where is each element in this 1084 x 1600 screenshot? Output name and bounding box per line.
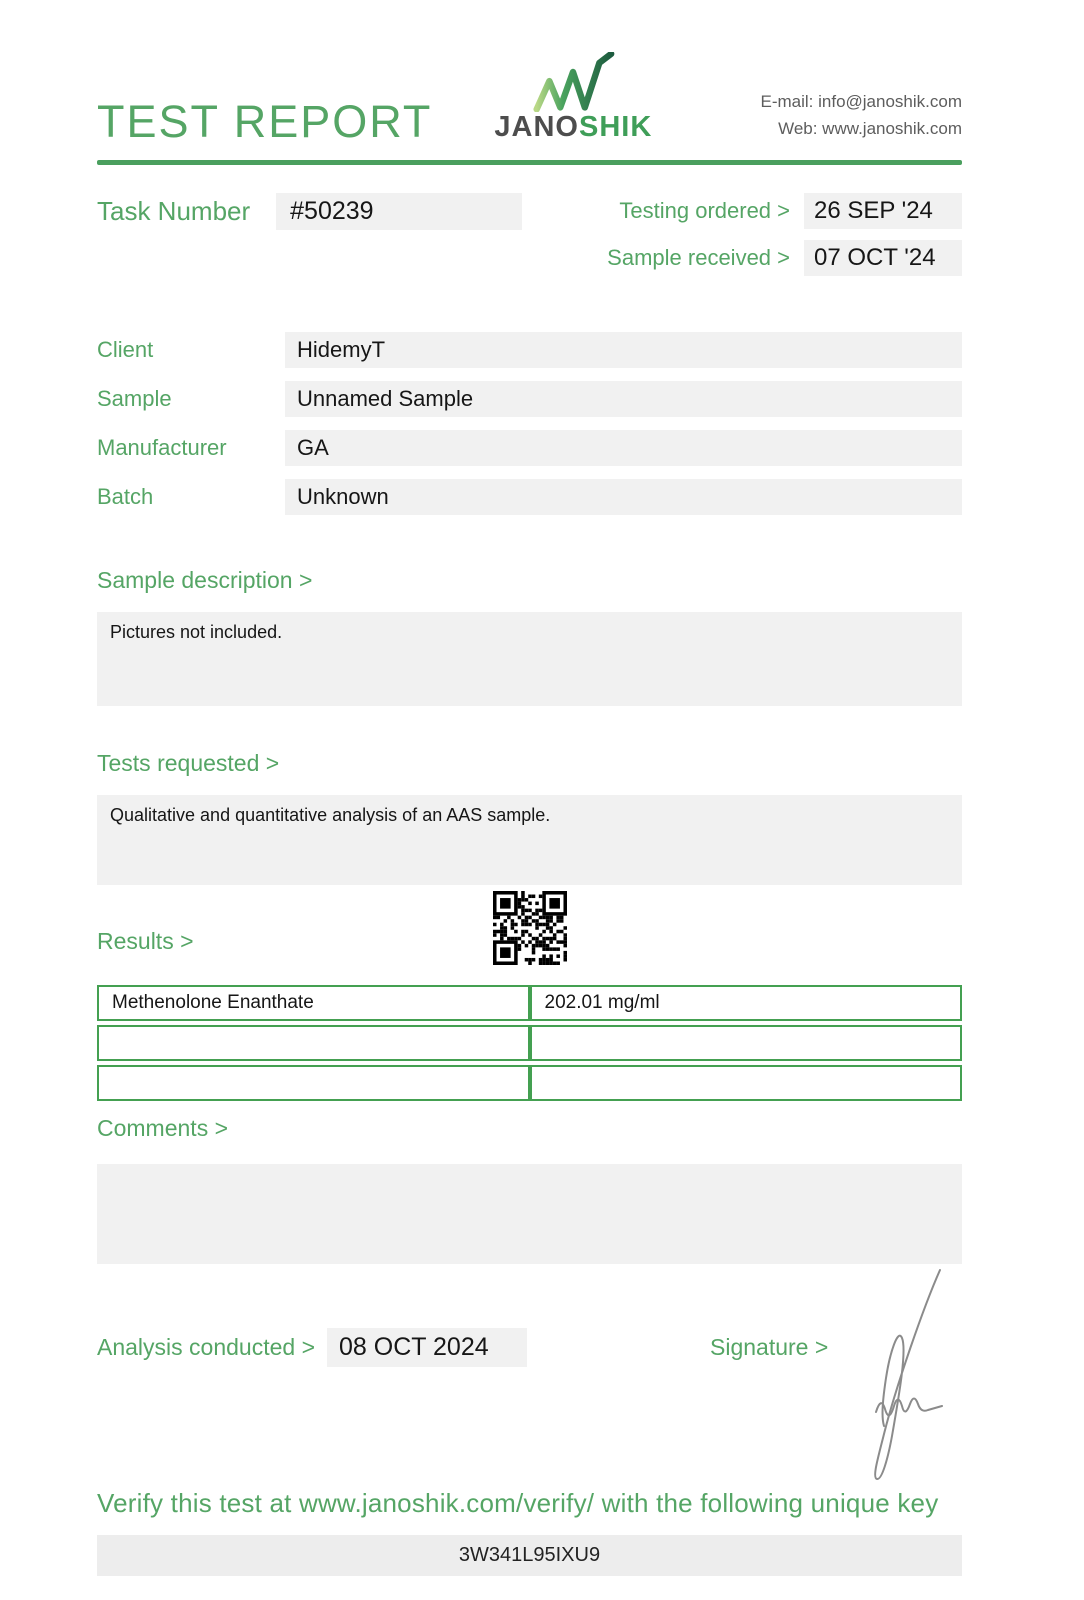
- task-section: [97, 193, 962, 276]
- rising-chart-icon: [527, 52, 619, 112]
- result-substance: Methenolone Enanthate: [97, 985, 530, 1021]
- contact-block: [761, 89, 963, 144]
- signature-label: Signature >: [710, 1333, 829, 1360]
- batch-value: Unknown: [285, 479, 962, 515]
- report-page: [97, 0, 962, 1576]
- signature-image: [844, 1266, 962, 1486]
- analysis-conducted-value: 08 OCT 2024: [327, 1328, 527, 1367]
- logo-wordmark: [494, 112, 652, 144]
- report-header: [97, 0, 962, 147]
- contact-email: E-mail: info@janoshik.com: [760, 92, 962, 112]
- client-value: HidemyT: [285, 332, 962, 368]
- comments-heading: Comments >: [97, 1114, 229, 1141]
- comments-box: [97, 1164, 962, 1264]
- unique-key-value: 3W341L95IXU9: [97, 1535, 962, 1576]
- info-row-sample: [97, 381, 962, 417]
- verify-text: Verify this test at www.janoshik.com/verify/ with the following unique key: [97, 1487, 939, 1518]
- sample-info-section: [97, 332, 962, 515]
- sample-label: Sample: [97, 385, 172, 411]
- dates-block: [607, 193, 962, 276]
- info-row-client: [97, 332, 962, 368]
- task-number-label: Task Number: [97, 195, 251, 226]
- analysis-conducted-label: Analysis conducted >: [97, 1333, 315, 1360]
- page-title: TEST REPORT: [97, 95, 433, 147]
- analysis-conducted-row: [97, 1328, 527, 1367]
- result-value: [530, 1065, 963, 1101]
- testing-ordered-value: 26 SEP '24: [804, 193, 962, 229]
- qr-code: [493, 891, 567, 965]
- sample-received-label: Sample received >: [607, 244, 790, 270]
- table-row: [97, 985, 962, 1021]
- result-substance: [97, 1025, 530, 1061]
- result-substance: [97, 1065, 530, 1101]
- client-label: Client: [97, 336, 154, 362]
- results-heading: Results >: [97, 927, 194, 954]
- info-row-manufacturer: [97, 430, 962, 466]
- tests-requested-box: Qualitative and quantitative analysis of an AAS sample.: [97, 795, 962, 885]
- task-number-value: #50239: [276, 193, 522, 230]
- header-divider: [97, 160, 962, 165]
- janoshik-logo: [494, 52, 652, 144]
- testing-ordered-label: Testing ordered >: [619, 197, 790, 223]
- table-row: [97, 1025, 962, 1061]
- table-row: [97, 1065, 962, 1101]
- sample-value: Unnamed Sample: [285, 381, 962, 417]
- sample-description-box: Pictures not included.: [97, 612, 962, 706]
- logo-text-primary: JANO: [494, 111, 579, 143]
- task-number-row: [97, 193, 522, 230]
- result-value: 202.01 mg/ml: [530, 985, 963, 1021]
- manufacturer-label: Manufacturer: [97, 434, 227, 460]
- manufacturer-value: GA: [285, 430, 962, 466]
- testing-ordered-row: [607, 193, 962, 229]
- results-table: [97, 981, 962, 1105]
- results-header: [97, 887, 962, 969]
- info-row-batch: [97, 479, 962, 515]
- result-value: [530, 1025, 963, 1061]
- sample-received-value: 07 OCT '24: [804, 240, 962, 276]
- contact-web: Web: www.janoshik.com: [778, 118, 962, 138]
- sample-description-heading: Sample description >: [97, 566, 313, 593]
- report-footer: [97, 1264, 962, 1488]
- batch-label: Batch: [97, 483, 154, 509]
- sample-received-row: [607, 240, 962, 276]
- tests-requested-heading: Tests requested >: [97, 749, 280, 776]
- logo-text-secondary: SHIK: [578, 111, 653, 143]
